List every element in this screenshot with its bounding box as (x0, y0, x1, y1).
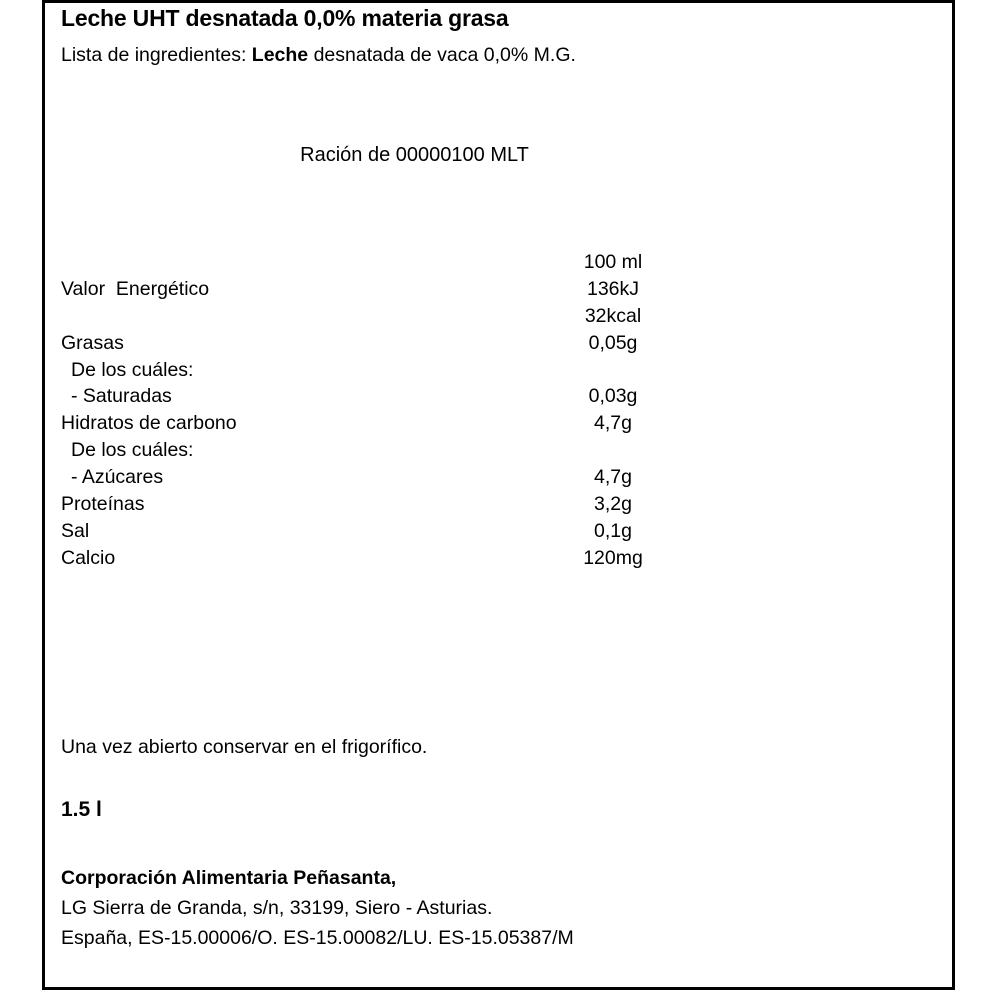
manufacturer-address: LG Sierra de Granda, s/n, 33199, Siero - Asturias. (61, 897, 493, 919)
table-row (45, 520, 952, 547)
table-row (45, 305, 952, 332)
table-row (45, 385, 952, 412)
table-row (45, 439, 952, 466)
ingredients-emphasis: Leche (251, 44, 309, 66)
nutrient-label: De los cuáles: (71, 439, 194, 462)
storage-note: Una vez abierto conservar en el frigorífico. (61, 736, 428, 758)
nutrient-value: 120mg (583, 546, 643, 569)
table-row (45, 466, 952, 493)
ingredients-suffix: desnatada de vaca 0,0% M.G. (308, 44, 576, 66)
nutrient-value: 4,7g (594, 466, 632, 489)
nutrition-label-panel (42, 0, 955, 990)
nutrition-table (45, 251, 952, 574)
table-row (45, 359, 952, 386)
nutrient-label: Sal (61, 519, 90, 542)
table-row (45, 547, 952, 574)
nutrient-value: 0,05g (588, 331, 638, 354)
ingredients-prefix: Lista de ingredientes: (61, 44, 252, 66)
manufacturer-block (61, 863, 574, 953)
ingredients-line (61, 44, 576, 67)
serving-size-text: Ración de 00000100 MLT (300, 144, 529, 166)
serving-size-line (45, 144, 952, 167)
nutrient-label: Proteínas (61, 493, 145, 516)
nutrient-label: Calcio (61, 546, 116, 569)
table-row (45, 493, 952, 520)
manufacturer-name: Corporación Alimentaria Peñasanta, (61, 867, 397, 889)
nutrient-label: Valor Energético (61, 277, 210, 300)
nutrient-value: 3,2g (594, 493, 632, 516)
nutrient-label: Hidratos de carbono (61, 412, 237, 435)
nutrient-label: De los cuáles: (71, 358, 194, 381)
nutrient-label: - Azúcares (71, 466, 164, 489)
manufacturer-health-codes: España, ES-15.00006/O. ES-15.00082/LU. ES-15.05387/M (61, 927, 574, 949)
net-volume: 1.5 l (61, 798, 102, 821)
table-row (45, 332, 952, 359)
table-row (45, 251, 952, 278)
nutrient-value: 0,03g (588, 385, 638, 408)
nutrient-value: 4,7g (594, 412, 632, 435)
nutrient-value: 100 ml (583, 251, 643, 273)
table-row (45, 278, 952, 305)
nutrient-value: 32kcal (584, 304, 642, 327)
page-title: Leche UHT desnatada 0,0% materia grasa (61, 5, 509, 31)
nutrient-label: - Saturadas (71, 385, 172, 408)
nutrient-value: 0,1g (594, 519, 632, 542)
table-row (45, 412, 952, 439)
nutrient-value: 136kJ (586, 277, 640, 300)
nutrient-label: Grasas (61, 331, 124, 354)
